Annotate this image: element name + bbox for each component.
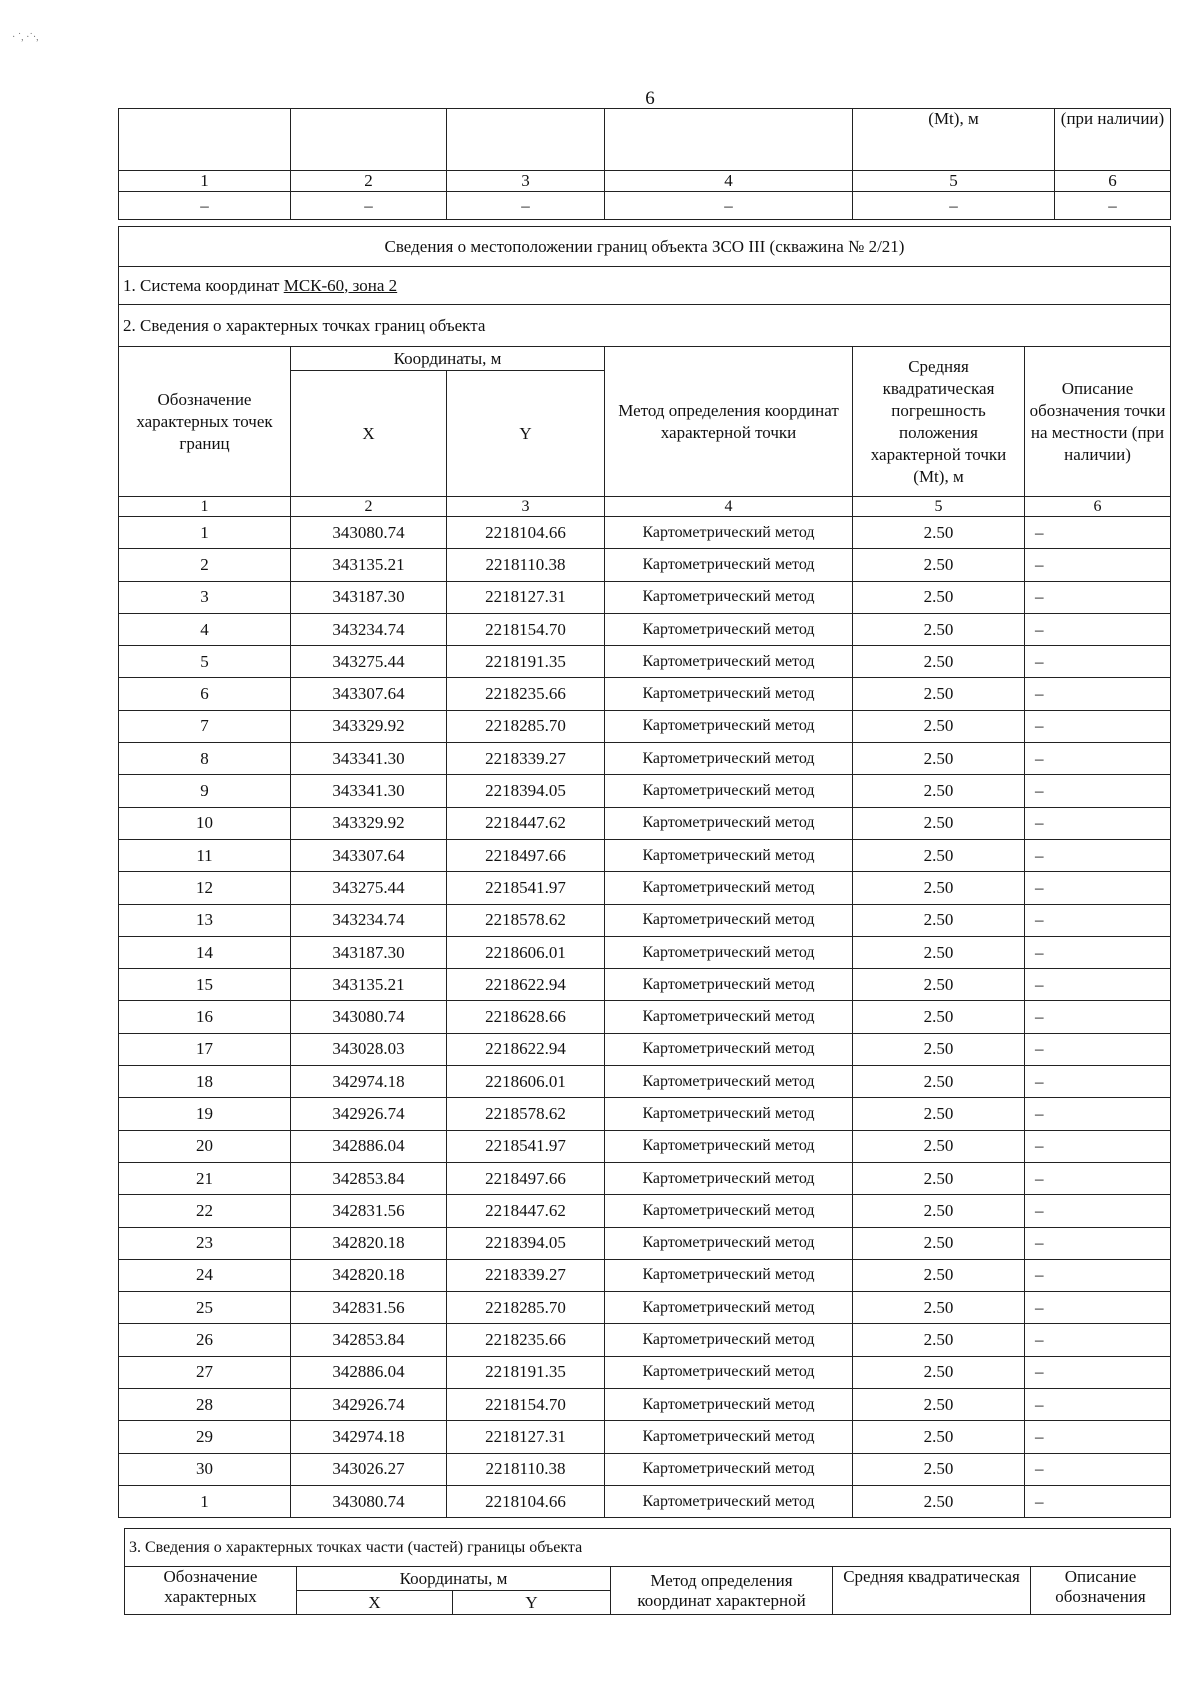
point-x: 343028.03	[291, 1033, 447, 1065]
point-number: 8	[119, 743, 291, 775]
point-x: 343026.27	[291, 1453, 447, 1485]
point-x: 342926.74	[291, 1098, 447, 1130]
point-number: 10	[119, 807, 291, 839]
point-y: 2218628.66	[447, 1001, 605, 1033]
coord-system-value: МСК-60, зона 2	[283, 275, 398, 295]
table-row	[119, 710, 1171, 742]
point-x: 342831.56	[291, 1195, 447, 1227]
point-y: 2218235.66	[447, 678, 605, 710]
column-number: 6	[1055, 171, 1171, 192]
point-description: –	[1025, 1292, 1171, 1324]
point-method: Картометрический метод	[605, 1162, 853, 1194]
point-y: 2218394.05	[447, 775, 605, 807]
description-header: Описание обозначения точки на местности (при наличии)	[1025, 347, 1171, 497]
point-x: 343329.92	[291, 807, 447, 839]
point-description: –	[1025, 1485, 1171, 1517]
point-accuracy: 2.50	[853, 1259, 1025, 1291]
point-x: 343187.30	[291, 936, 447, 968]
point-number: 27	[119, 1356, 291, 1388]
point-x: 343135.21	[291, 549, 447, 581]
table-row	[119, 775, 1171, 807]
point-x: 343329.92	[291, 710, 447, 742]
table-row	[119, 1485, 1171, 1517]
point-accuracy: 2.50	[853, 1066, 1025, 1098]
point-x: 343275.44	[291, 872, 447, 904]
table-row	[119, 1098, 1171, 1130]
table-row	[119, 807, 1171, 839]
table-row	[119, 678, 1171, 710]
point-description: –	[1025, 581, 1171, 613]
point-accuracy: 2.50	[853, 581, 1025, 613]
point-number: 12	[119, 872, 291, 904]
point-number: 22	[119, 1195, 291, 1227]
point-x: 343135.21	[291, 969, 447, 1001]
table-row	[119, 549, 1171, 581]
point-number: 14	[119, 936, 291, 968]
point-method: Картометрический метод	[605, 1324, 853, 1356]
point-number: 29	[119, 1421, 291, 1453]
part-accuracy-header: Средняя квадратическая	[833, 1567, 1031, 1615]
table-row	[119, 613, 1171, 645]
point-method: Картометрический метод	[605, 1098, 853, 1130]
column-number: 5	[853, 171, 1055, 192]
point-number: 16	[119, 1001, 291, 1033]
point-number: 6	[119, 678, 291, 710]
point-accuracy: 2.50	[853, 1033, 1025, 1065]
point-y: 2218578.62	[447, 1098, 605, 1130]
point-method: Картометрический метод	[605, 1033, 853, 1065]
table-row	[119, 1227, 1171, 1259]
dash-cell: –	[119, 192, 291, 220]
point-accuracy: 2.50	[853, 904, 1025, 936]
column-number: 3	[447, 171, 605, 192]
table-row	[119, 1001, 1171, 1033]
table-row	[119, 872, 1171, 904]
part-designation-header: Обозначение характерных	[125, 1567, 297, 1615]
point-method: Картометрический метод	[605, 872, 853, 904]
table-row	[119, 743, 1171, 775]
point-x: 342926.74	[291, 1389, 447, 1421]
table-row	[119, 969, 1171, 1001]
part-y-header: Y	[453, 1591, 611, 1615]
point-number: 1	[119, 1485, 291, 1517]
table-row	[119, 1259, 1171, 1291]
point-description: –	[1025, 517, 1171, 549]
point-y: 2218578.62	[447, 904, 605, 936]
point-accuracy: 2.50	[853, 1001, 1025, 1033]
dash-cell: –	[605, 192, 853, 220]
point-y: 2218447.62	[447, 1195, 605, 1227]
point-y: 2218104.66	[447, 1485, 605, 1517]
point-accuracy: 2.50	[853, 1453, 1025, 1485]
point-accuracy: 2.50	[853, 1389, 1025, 1421]
point-number: 1	[119, 517, 291, 549]
table-row	[119, 839, 1171, 871]
point-accuracy: 2.50	[853, 646, 1025, 678]
point-accuracy: 2.50	[853, 807, 1025, 839]
point-number: 13	[119, 904, 291, 936]
point-accuracy: 2.50	[853, 969, 1025, 1001]
point-x: 342886.04	[291, 1130, 447, 1162]
point-method: Картометрический метод	[605, 1130, 853, 1162]
point-number: 24	[119, 1259, 291, 1291]
point-description: –	[1025, 1001, 1171, 1033]
point-method: Картометрический метод	[605, 1066, 853, 1098]
point-x: 342974.18	[291, 1421, 447, 1453]
point-x: 343341.30	[291, 775, 447, 807]
point-method: Картометрический метод	[605, 678, 853, 710]
point-description: –	[1025, 904, 1171, 936]
point-accuracy: 2.50	[853, 549, 1025, 581]
point-y: 2218447.62	[447, 807, 605, 839]
point-method: Картометрический метод	[605, 1356, 853, 1388]
point-method: Картометрический метод	[605, 581, 853, 613]
point-method: Картометрический метод	[605, 549, 853, 581]
point-description: –	[1025, 839, 1171, 871]
point-method: Картометрический метод	[605, 646, 853, 678]
table-row	[119, 1195, 1171, 1227]
point-method: Картометрический метод	[605, 710, 853, 742]
header-cell	[605, 109, 853, 171]
part-method-header: Метод определения координат характерной	[611, 1567, 833, 1615]
point-x: 343307.64	[291, 839, 447, 871]
table-row	[119, 1066, 1171, 1098]
point-accuracy: 2.50	[853, 743, 1025, 775]
point-description: –	[1025, 1130, 1171, 1162]
table-row	[119, 517, 1171, 549]
point-description: –	[1025, 1098, 1171, 1130]
point-x: 343341.30	[291, 743, 447, 775]
point-method: Картометрический метод	[605, 936, 853, 968]
points-heading: 2. Сведения о характерных точках границ объекта	[119, 305, 1171, 347]
point-y: 2218339.27	[447, 743, 605, 775]
table-row	[119, 581, 1171, 613]
point-method: Картометрический метод	[605, 1195, 853, 1227]
point-number: 18	[119, 1066, 291, 1098]
point-y: 2218606.01	[447, 936, 605, 968]
point-y: 2218191.35	[447, 1356, 605, 1388]
point-description: –	[1025, 936, 1171, 968]
point-x: 343307.64	[291, 678, 447, 710]
part-x-header: X	[297, 1591, 453, 1615]
point-y: 2218622.94	[447, 1033, 605, 1065]
coord-system-line	[119, 267, 1171, 305]
point-number: 5	[119, 646, 291, 678]
point-accuracy: 2.50	[853, 1356, 1025, 1388]
point-x: 342820.18	[291, 1227, 447, 1259]
table-row	[119, 1033, 1171, 1065]
column-number: 1	[119, 497, 291, 517]
column-number: 2	[291, 497, 447, 517]
point-number: 20	[119, 1130, 291, 1162]
continuation-table	[118, 108, 1171, 220]
table-row	[119, 904, 1171, 936]
part-points-table	[124, 1528, 1171, 1615]
point-number: 26	[119, 1324, 291, 1356]
point-y: 2218606.01	[447, 1066, 605, 1098]
point-y: 2218154.70	[447, 613, 605, 645]
point-number: 23	[119, 1227, 291, 1259]
point-x: 343080.74	[291, 1485, 447, 1517]
coordinates-header: Координаты, м	[291, 347, 605, 371]
point-description: –	[1025, 1324, 1171, 1356]
part-coordinates-header: Координаты, м	[297, 1567, 611, 1591]
point-y: 2218191.35	[447, 646, 605, 678]
point-description: –	[1025, 1066, 1171, 1098]
point-description: –	[1025, 710, 1171, 742]
point-y: 2218497.66	[447, 839, 605, 871]
x-header: X	[291, 371, 447, 497]
point-y: 2218127.31	[447, 581, 605, 613]
point-x: 343234.74	[291, 904, 447, 936]
table-row	[119, 1292, 1171, 1324]
table-row	[119, 1421, 1171, 1453]
coord-system-prefix: 1. Система координат	[123, 275, 284, 295]
point-description: –	[1025, 807, 1171, 839]
point-accuracy: 2.50	[853, 613, 1025, 645]
point-description: –	[1025, 646, 1171, 678]
table-row	[119, 1356, 1171, 1388]
point-x: 342853.84	[291, 1324, 447, 1356]
column-number: 2	[291, 171, 447, 192]
accuracy-header-tail: (Mt), м	[853, 109, 1055, 171]
point-x: 342853.84	[291, 1162, 447, 1194]
point-method: Картометрический метод	[605, 904, 853, 936]
point-x: 342820.18	[291, 1259, 447, 1291]
point-x: 343187.30	[291, 581, 447, 613]
point-y: 2218104.66	[447, 517, 605, 549]
point-y: 2218127.31	[447, 1421, 605, 1453]
point-description: –	[1025, 1033, 1171, 1065]
point-description: –	[1025, 1356, 1171, 1388]
point-y: 2218110.38	[447, 549, 605, 581]
point-number: 9	[119, 775, 291, 807]
point-x: 343080.74	[291, 1001, 447, 1033]
point-method: Картометрический метод	[605, 1453, 853, 1485]
point-accuracy: 2.50	[853, 1130, 1025, 1162]
section-title: Сведения о местоположении границ объекта ЗСО III (скважина № 2/21)	[119, 227, 1171, 267]
point-y: 2218622.94	[447, 969, 605, 1001]
point-accuracy: 2.50	[853, 839, 1025, 871]
point-description: –	[1025, 1453, 1171, 1485]
point-y: 2218394.05	[447, 1227, 605, 1259]
point-description: –	[1025, 1195, 1171, 1227]
point-method: Картометрический метод	[605, 1292, 853, 1324]
dash-cell: –	[291, 192, 447, 220]
point-y: 2218541.97	[447, 1130, 605, 1162]
point-accuracy: 2.50	[853, 872, 1025, 904]
point-accuracy: 2.50	[853, 1227, 1025, 1259]
point-method: Картометрический метод	[605, 517, 853, 549]
point-y: 2218285.70	[447, 710, 605, 742]
point-method: Картометрический метод	[605, 1389, 853, 1421]
point-x: 343080.74	[291, 517, 447, 549]
point-y: 2218110.38	[447, 1453, 605, 1485]
point-description: –	[1025, 1259, 1171, 1291]
point-accuracy: 2.50	[853, 1485, 1025, 1517]
point-number: 4	[119, 613, 291, 645]
header-cell	[447, 109, 605, 171]
point-method: Картометрический метод	[605, 1421, 853, 1453]
point-y: 2218339.27	[447, 1259, 605, 1291]
point-accuracy: 2.50	[853, 1421, 1025, 1453]
point-x: 343234.74	[291, 613, 447, 645]
column-number: 6	[1025, 497, 1171, 517]
point-description: –	[1025, 1227, 1171, 1259]
column-number: 4	[605, 497, 853, 517]
point-y: 2218235.66	[447, 1324, 605, 1356]
part-section-heading: 3. Сведения о характерных точках части (частей) границы объекта	[125, 1529, 1171, 1567]
point-method: Картометрический метод	[605, 1485, 853, 1517]
table-row	[119, 1453, 1171, 1485]
point-y: 2218497.66	[447, 1162, 605, 1194]
point-number: 2	[119, 549, 291, 581]
point-accuracy: 2.50	[853, 1324, 1025, 1356]
point-number: 15	[119, 969, 291, 1001]
point-number: 11	[119, 839, 291, 871]
point-description: –	[1025, 613, 1171, 645]
table-row	[119, 1324, 1171, 1356]
point-accuracy: 2.50	[853, 1098, 1025, 1130]
point-method: Картометрический метод	[605, 613, 853, 645]
point-description: –	[1025, 775, 1171, 807]
point-x: 343275.44	[291, 646, 447, 678]
point-accuracy: 2.50	[853, 1292, 1025, 1324]
column-number: 3	[447, 497, 605, 517]
point-description: –	[1025, 743, 1171, 775]
table-row	[119, 936, 1171, 968]
designation-header: Обозначение характерных точек границ	[119, 347, 291, 497]
point-accuracy: 2.50	[853, 1195, 1025, 1227]
point-accuracy: 2.50	[853, 678, 1025, 710]
point-x: 342886.04	[291, 1356, 447, 1388]
y-header: Y	[447, 371, 605, 497]
point-number: 21	[119, 1162, 291, 1194]
point-method: Картометрический метод	[605, 839, 853, 871]
point-number: 17	[119, 1033, 291, 1065]
point-number: 28	[119, 1389, 291, 1421]
method-header: Метод определения координат характерной точки	[605, 347, 853, 497]
point-y: 2218154.70	[447, 1389, 605, 1421]
point-method: Картометрический метод	[605, 1227, 853, 1259]
point-number: 3	[119, 581, 291, 613]
point-method: Картометрический метод	[605, 969, 853, 1001]
point-number: 30	[119, 1453, 291, 1485]
point-description: –	[1025, 969, 1171, 1001]
point-method: Картометрический метод	[605, 743, 853, 775]
point-accuracy: 2.50	[853, 710, 1025, 742]
point-method: Картометрический метод	[605, 775, 853, 807]
point-x: 342974.18	[291, 1066, 447, 1098]
dash-cell: –	[1055, 192, 1171, 220]
point-number: 19	[119, 1098, 291, 1130]
point-x: 342831.56	[291, 1292, 447, 1324]
accuracy-header: Средняя квадратическая погрешность положения характерной точки (Mt), м	[853, 347, 1025, 497]
point-y: 2218541.97	[447, 872, 605, 904]
point-description: –	[1025, 549, 1171, 581]
header-cell	[119, 109, 291, 171]
point-description: –	[1025, 872, 1171, 904]
point-description: –	[1025, 1421, 1171, 1453]
header-cell	[291, 109, 447, 171]
point-number: 25	[119, 1292, 291, 1324]
point-accuracy: 2.50	[853, 775, 1025, 807]
point-description: –	[1025, 1389, 1171, 1421]
table-row	[119, 646, 1171, 678]
table-row	[119, 1162, 1171, 1194]
table-row	[119, 1389, 1171, 1421]
page-number: 6	[645, 88, 655, 109]
column-number: 1	[119, 171, 291, 192]
point-number: 7	[119, 710, 291, 742]
table-row	[119, 1130, 1171, 1162]
dash-cell: –	[853, 192, 1055, 220]
point-accuracy: 2.50	[853, 517, 1025, 549]
dash-cell: –	[447, 192, 605, 220]
point-y: 2218285.70	[447, 1292, 605, 1324]
boundary-points-table	[118, 226, 1171, 1518]
scan-noise: · ˙, ·˙·,	[12, 32, 39, 43]
column-number: 5	[853, 497, 1025, 517]
description-header-tail: (при наличии)	[1055, 109, 1171, 171]
point-description: –	[1025, 1162, 1171, 1194]
point-method: Картометрический метод	[605, 1001, 853, 1033]
point-method: Картометрический метод	[605, 1259, 853, 1291]
point-accuracy: 2.50	[853, 936, 1025, 968]
point-method: Картометрический метод	[605, 807, 853, 839]
point-accuracy: 2.50	[853, 1162, 1025, 1194]
point-description: –	[1025, 678, 1171, 710]
part-description-header: Описание обозначения	[1031, 1567, 1171, 1615]
column-number: 4	[605, 171, 853, 192]
